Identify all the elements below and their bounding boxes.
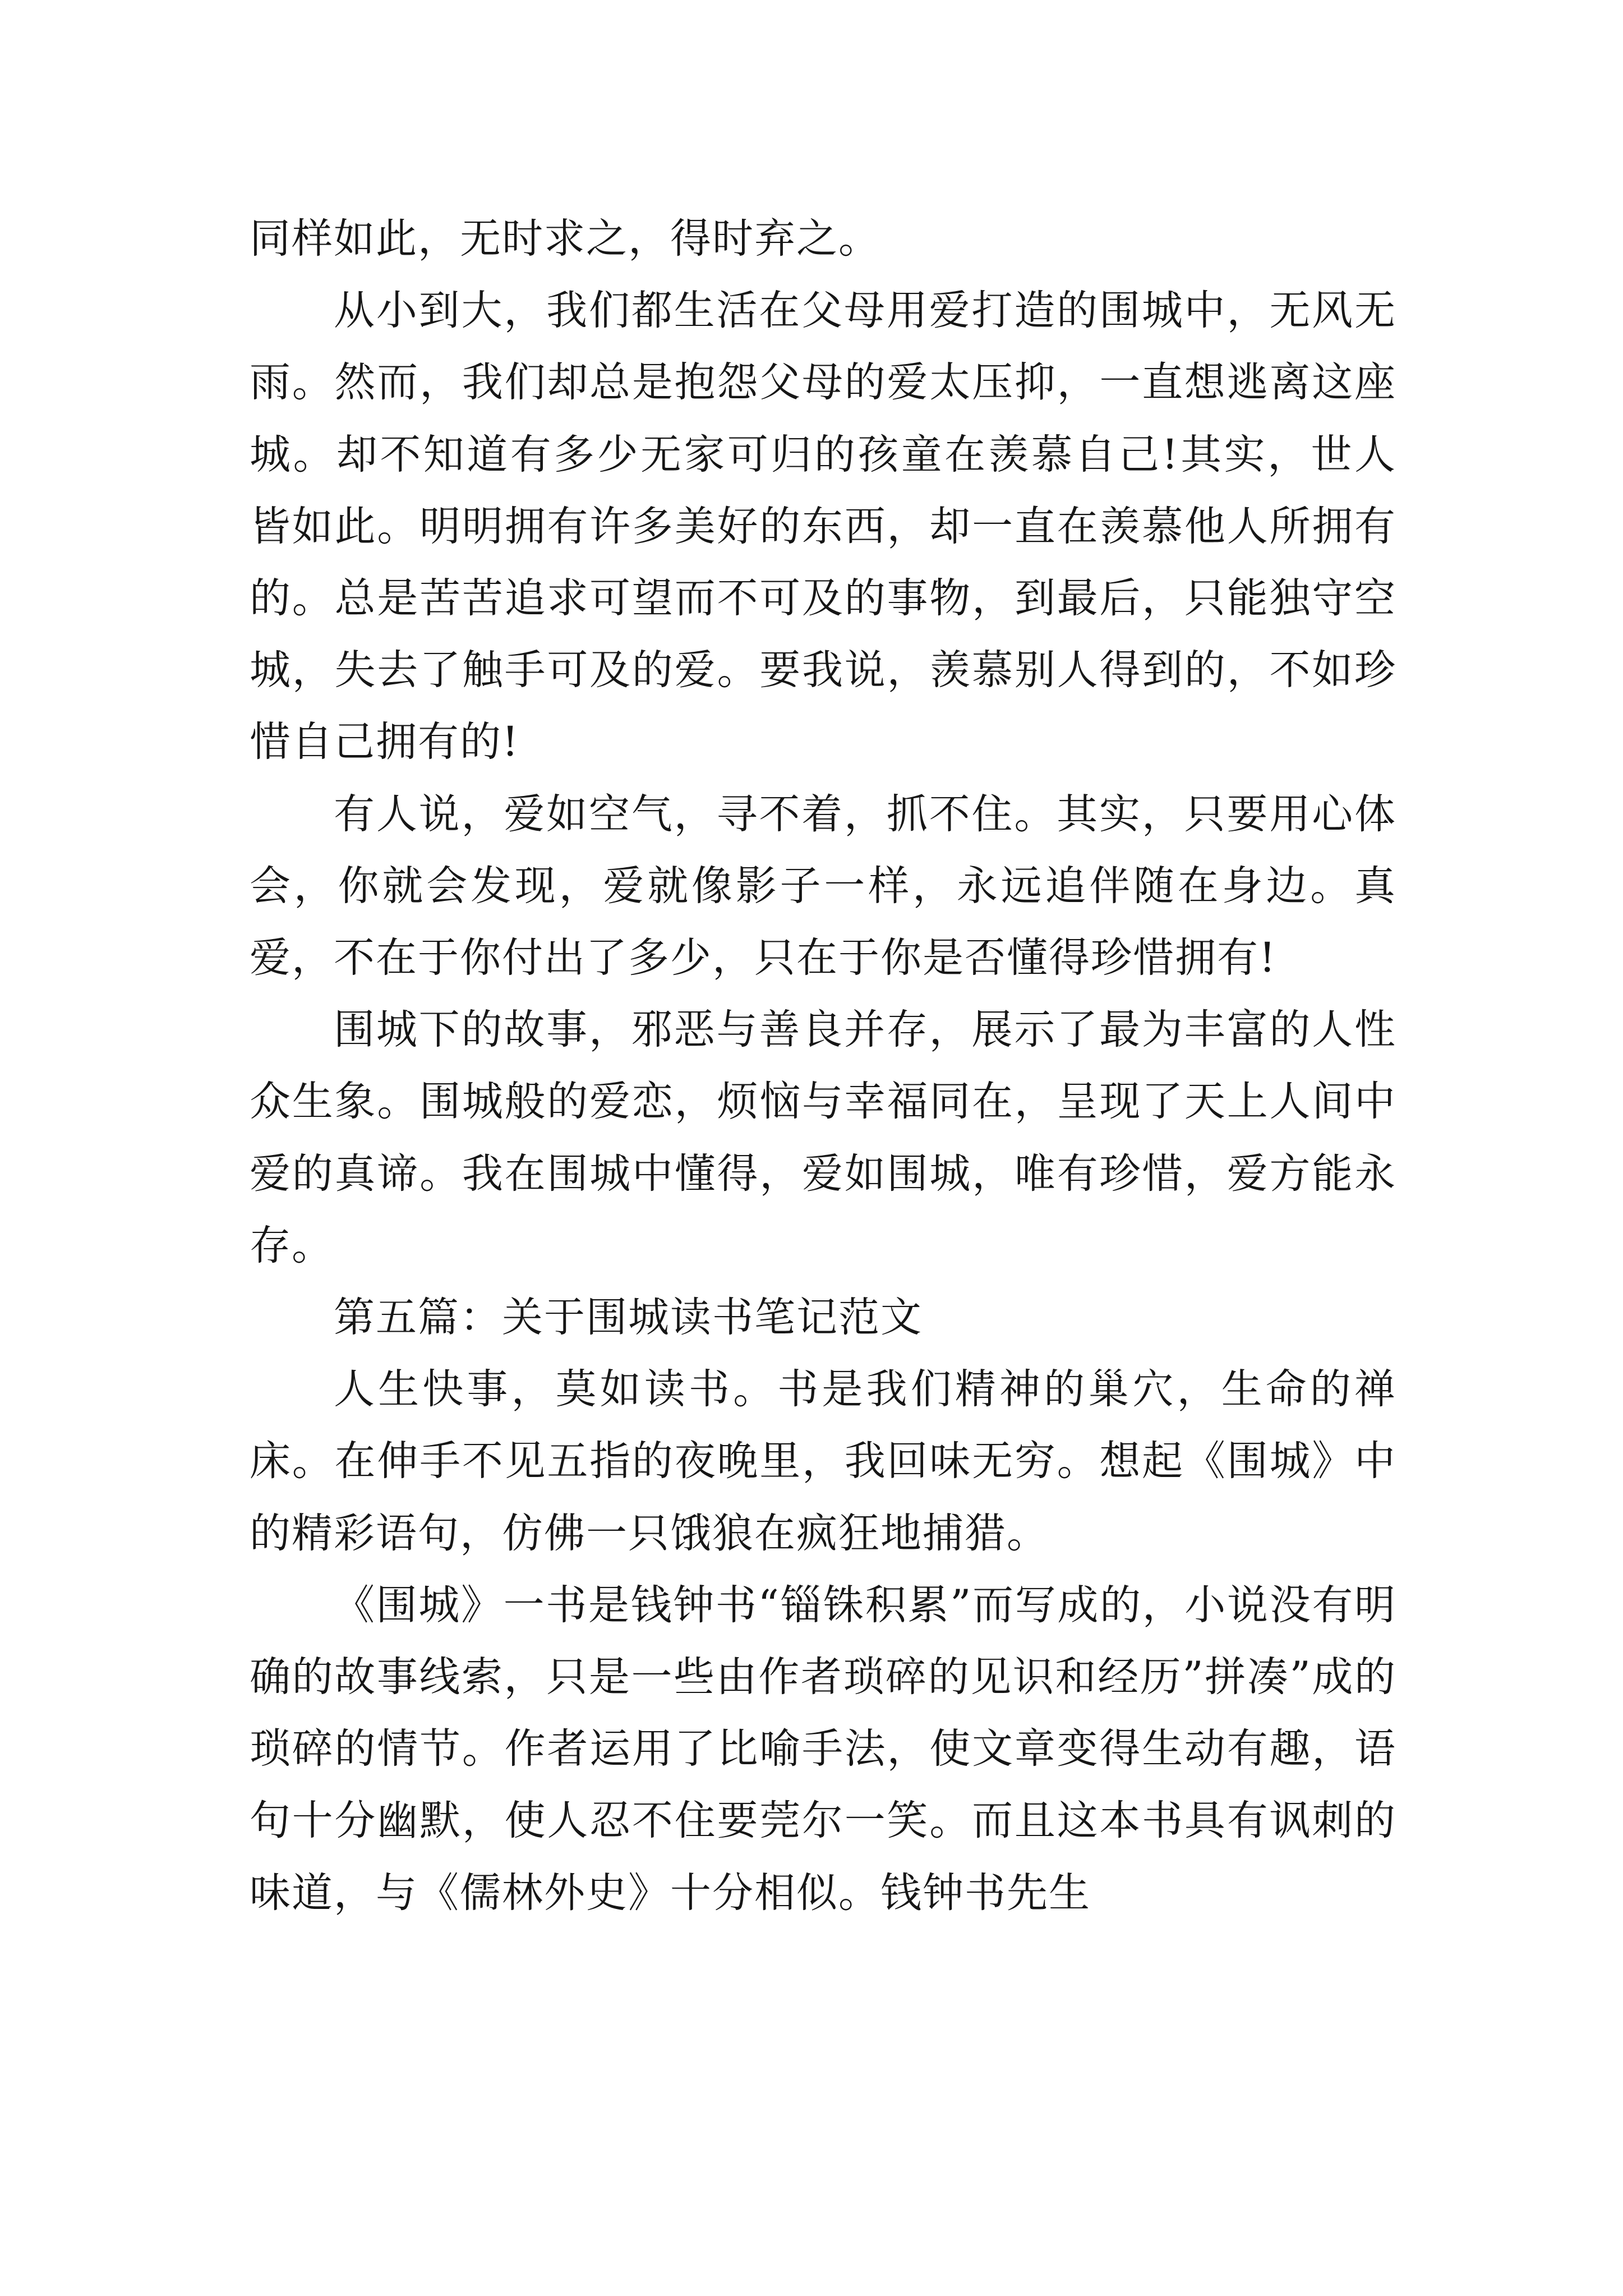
paragraph-city-of-love: 从小到大，我们都生活在父母用爱打造的围城中，无风无雨。然而，我们却总是抱怨父母的爱太压抑，一直想逃离这座城。却不知道有多少无家可归的孩童在羡慕自己!其实，世人皆如此。明明拥有许多美好的东西，却一直在羡慕他人所拥有的。总是苦苦追求可望而不可及的事物，到最后，只能独守空城，失去了触手可及的爱。要我说，羡慕别人得到的，不如珍惜自己拥有的!	[250, 287, 1396, 766]
paragraph-fortress-story: 围城下的故事，邪恶与善良并存，展示了最为丰富的人性众生象。围城般的爱恋，烦恼与幸福同在，呈现了天上人间中爱的真谛。我在围城中懂得，爱如围城，唯有珍惜，爱方能永存。	[250, 1006, 1396, 1269]
paragraph-continuation: 同样如此，无时求之，得时弃之。	[250, 215, 880, 263]
document-body	[250, 203, 1396, 1929]
paragraph-reading-joy: 人生快事，莫如读书。书是我们精神的巢穴，生命的禅床。在伸手不见五指的夜晚里，我回味无穷。想起《围城》中的精彩语句，仿佛一只饿狼在疯狂地捕猎。	[250, 1365, 1396, 1557]
section-heading: 第五篇：关于围城读书笔记范文	[334, 1294, 923, 1342]
paragraph-book-analysis: 《围城》一书是钱钟书“锱铢积累”而写成的，小说没有明确的故事线索，只是一些由作者琐碎的见识和经历”拼凑”成的琐碎的情节。作者运用了比喻手法，使文章变得生动有趣，语句十分幽默，使人忍不住要莞尔一笑。而且这本书具有讽刺的味道，与《儒林外史》十分相似。钱钟书先生	[250, 1581, 1396, 1917]
paragraph-love-like-air: 有人说，爱如空气，寻不着，抓不住。其实，只要用心体会，你就会发现，爱就像影子一样，永远追伴随在身边。真爱，不在于你付出了多少，只在于你是否懂得珍惜拥有!	[250, 790, 1396, 982]
